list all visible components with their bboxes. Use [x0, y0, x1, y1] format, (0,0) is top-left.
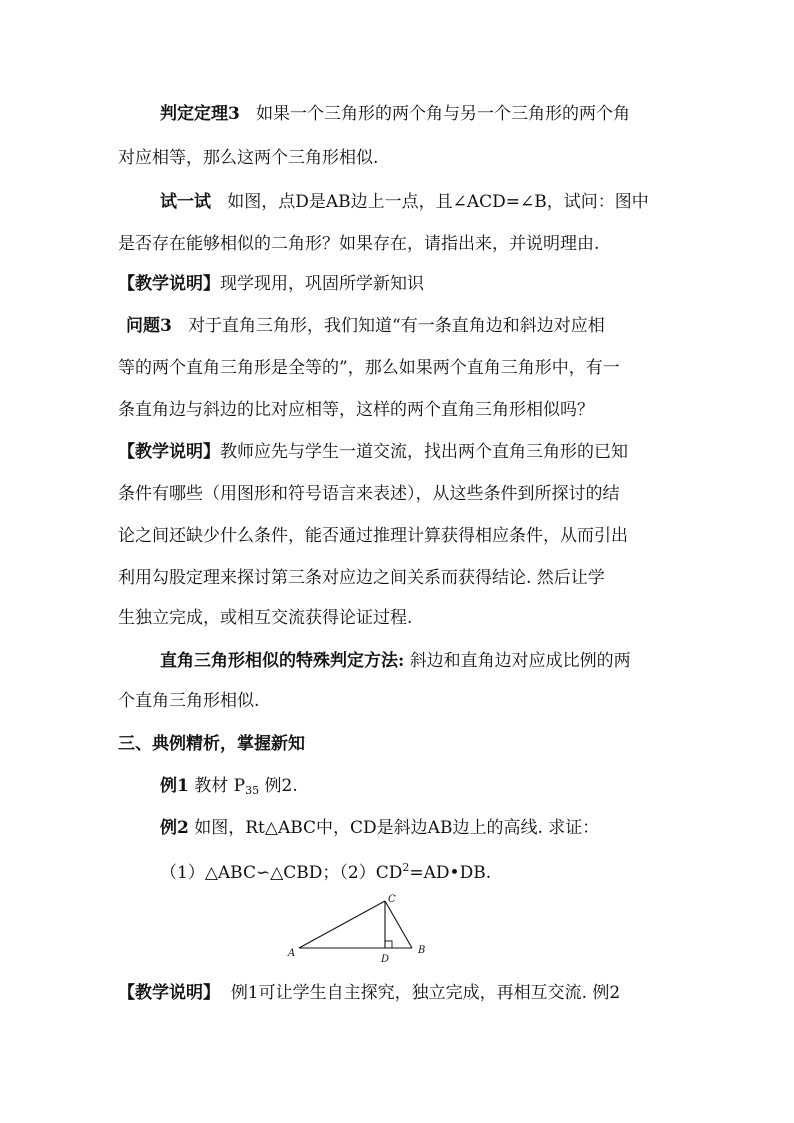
theorem3-line2: 对应相等，那么这两个三角形相似.: [118, 148, 379, 168]
note2-line2: 条件有哪些（用图形和符号语言来表述），从这些条件到所探讨的结: [118, 484, 620, 504]
label-d: D: [381, 954, 390, 965]
note3-text: 例1可让学生自主探究，独立完成，再相互交流. 例2: [230, 983, 621, 1003]
label-b: B: [418, 945, 426, 956]
note2-line3: 论之间还缺少什么条件，能否通过推理计算获得相应条件，从而引出: [118, 526, 628, 546]
ex2-text: 如图，Rt△ABC中，CD是斜边AB边上的高线. 求证：: [194, 818, 600, 838]
note2-line5: 生独立完成，或相互交流获得论证过程.: [118, 608, 413, 628]
segment-ac: [299, 901, 385, 948]
ex1-subscript: 35: [245, 784, 260, 797]
theorem3-text1: 如果一个三角形的两个角与另一个三角形的两个角: [256, 104, 631, 124]
note1-paragraph: [118, 269, 678, 299]
try-text1: 如图，点D是AB边上一点，且∠ACD=∠B，试问：图中: [227, 192, 649, 212]
try-line2: 是否存在能够相似的二角形？如果存在，请指出来，并说明理由.: [118, 234, 600, 254]
right-triangle-figure: [280, 890, 440, 965]
ex2-part2: =AD•DB.: [409, 863, 492, 883]
ex1-label: 例1: [160, 776, 189, 796]
ex2-sup: 2: [402, 861, 410, 874]
q3-line3: 条直角边与斜边的比对应相等，这样的两个直角三角形相似吗？: [118, 400, 594, 420]
example2-line1: [160, 813, 720, 843]
note2-line1: [118, 437, 678, 467]
special-text1: 斜边和直角边对应成比例的两: [409, 651, 631, 671]
special-label: 直角三角形相似的特殊判定方法:: [160, 651, 405, 671]
theorem3-label: 判定定理3: [160, 104, 240, 124]
note1-text: 现学现用，巩固所学新知识: [220, 274, 424, 294]
special-line1: [160, 646, 720, 676]
ex2-label: 例2: [160, 818, 189, 838]
special-line2: 个直角三角形相似.: [118, 691, 260, 711]
right-angle-mark: [385, 941, 392, 948]
try-label: 试一试: [160, 192, 211, 212]
example1: [160, 771, 720, 806]
label-a: A: [288, 948, 296, 959]
q3-line1: [126, 311, 686, 341]
note2-text1: 教师应先与学生一道交流，找出两个直角三角形的已知: [220, 442, 628, 462]
ex2-part1: （1）△ABC∽△CBD；（2）CD: [160, 863, 403, 883]
example2-line2: [160, 853, 720, 888]
ex1-text-after: 例2.: [259, 776, 298, 796]
section3-heading: 三、典例精析，掌握新知: [118, 734, 305, 754]
note3-label: 【教学说明】: [118, 983, 220, 1003]
note3-paragraph: [118, 978, 678, 1008]
note1-label: 【教学说明】: [118, 274, 220, 294]
note2-label: 【教学说明】: [118, 442, 220, 462]
q3-label: 问题3: [126, 316, 172, 336]
try-line1: [160, 187, 720, 217]
q3-text1: 对于直角三角形，我们知道“有一条直角边和斜边对应相: [188, 316, 605, 336]
note2-line4: 利用勾股定理来探讨第三条对应边之间关系而获得结论. 然后让学: [118, 568, 605, 588]
label-c: C: [388, 894, 396, 905]
q3-line2: 等的两个直角三角形是全等的”，那么如果两个直角三角形中，有一: [118, 358, 620, 378]
theorem3-line1: [160, 99, 720, 129]
ex1-text-before: 教材 P: [194, 776, 246, 796]
